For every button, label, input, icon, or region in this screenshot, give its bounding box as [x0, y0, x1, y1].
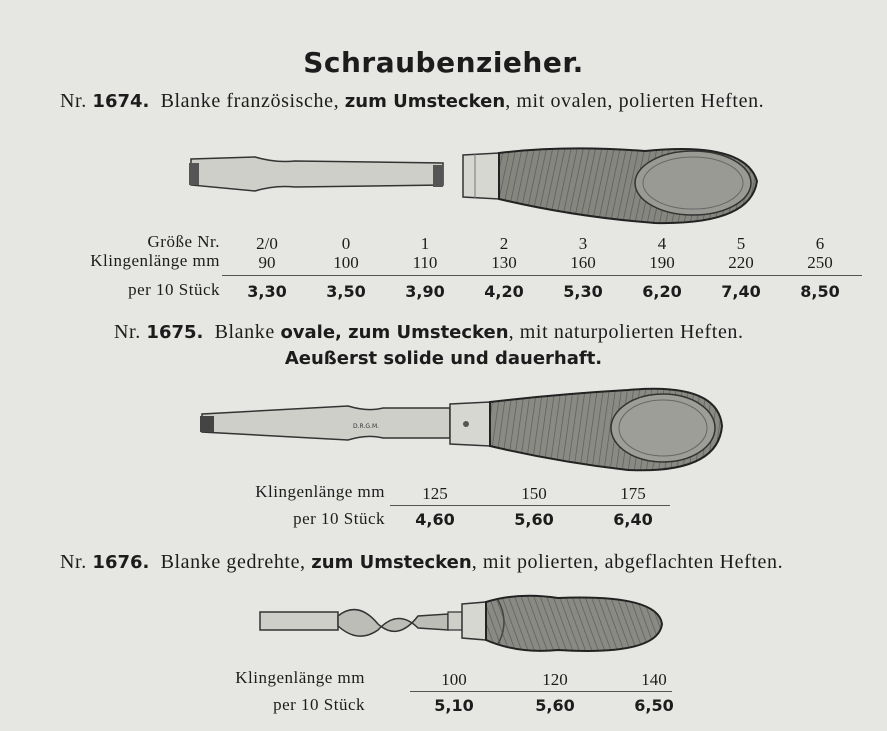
price-value: 3,90 [405, 282, 445, 301]
product-number: 1675. [146, 322, 204, 343]
length-value: 190 [649, 253, 675, 272]
length-value: 90 [258, 253, 276, 272]
length-value: 100 [333, 253, 359, 272]
price-value: 5,60 [514, 510, 554, 529]
price-label: per 10 Stück [128, 280, 220, 299]
page-title: Schraubenzieher. [303, 46, 584, 79]
product-1675-heading [114, 321, 744, 344]
size-value: 3 [578, 234, 588, 253]
price-value: 5,10 [434, 696, 474, 715]
price-value: 6,20 [642, 282, 682, 301]
length-value: 150 [521, 484, 547, 503]
price-value: 7,40 [721, 282, 761, 301]
product-1676-heading [60, 551, 783, 574]
length-value: 130 [491, 253, 517, 272]
product-desc-a: Blanke [214, 321, 275, 343]
price-value: 3,50 [326, 282, 366, 301]
product-1674-heading [60, 90, 764, 113]
price-value: 5,60 [535, 696, 575, 715]
screwdriver-1675-illustration [198, 382, 728, 478]
length-value: 140 [641, 670, 667, 689]
length-value: 125 [422, 484, 448, 503]
product-desc-a: Blanke französische, [160, 90, 340, 112]
length-value: 175 [620, 484, 646, 503]
table-rule [410, 691, 672, 692]
size-value: 0 [341, 234, 351, 253]
stamp-text: D.R.G.M. [353, 423, 380, 430]
length-value: 100 [441, 670, 467, 689]
price-value: 5,30 [563, 282, 603, 301]
table-rule [222, 275, 862, 276]
length-label: Klingenlänge mm [255, 482, 385, 501]
size-label: Größe Nr. [147, 232, 220, 251]
screwdriver-1674-illustration [185, 145, 765, 235]
size-value: 5 [736, 234, 746, 253]
product-desc-bold: ovale, zum Umstecken [280, 322, 509, 343]
size-value: 4 [657, 234, 667, 253]
price-value: 3,30 [247, 282, 287, 301]
product-desc-a: Blanke gedrehte, [160, 551, 306, 573]
nr-label: Nr. [60, 551, 87, 573]
nr-label: Nr. [60, 90, 87, 112]
price-value: 6,40 [613, 510, 653, 529]
nr-label: Nr. [114, 321, 141, 343]
price-value: 4,60 [415, 510, 455, 529]
product-desc-c: , mit polierten, abgeflachten Heften. [471, 551, 784, 573]
product-number: 1676. [92, 552, 150, 573]
length-value: 250 [807, 253, 833, 272]
product-desc-bold: zum Umstecken [311, 552, 472, 573]
price-value: 8,50 [800, 282, 840, 301]
product-desc-bold: zum Umstecken [344, 91, 506, 112]
length-value: 220 [728, 253, 754, 272]
size-value: 2/0 [256, 234, 278, 253]
length-value: 160 [570, 253, 596, 272]
product-number: 1674. [92, 91, 150, 112]
length-value: 120 [542, 670, 568, 689]
size-value: 6 [815, 234, 825, 253]
table-rule [390, 505, 670, 506]
price-label: per 10 Stück [273, 695, 365, 714]
product-desc-c: , mit ovalen, polierten Heften. [505, 90, 765, 112]
price-value: 6,50 [634, 696, 674, 715]
price-label: per 10 Stück [293, 509, 385, 528]
length-label: Klingenlänge mm [235, 668, 365, 687]
size-value: 1 [420, 234, 430, 253]
price-value: 4,20 [484, 282, 524, 301]
product-desc-c: , mit naturpolierten Heften. [508, 321, 744, 343]
length-value: 110 [412, 253, 438, 272]
length-label: Klingenlänge mm [90, 251, 220, 270]
screwdriver-1676-illustration [258, 594, 668, 660]
product-subline: Aeußerst solide und dauerhaft. [284, 348, 603, 369]
size-value: 2 [499, 234, 509, 253]
